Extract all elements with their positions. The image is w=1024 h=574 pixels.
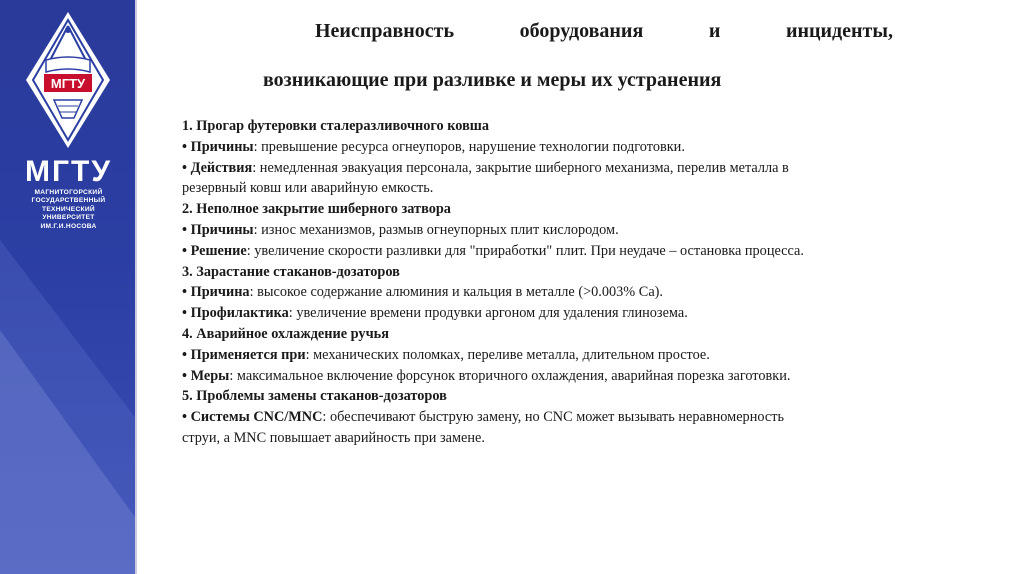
content-line-bold: • Решение — [182, 242, 247, 259]
content-line — [182, 116, 942, 137]
content-line — [182, 386, 942, 407]
title-word: и — [708, 20, 721, 42]
content-line-bold: • Применяется при — [182, 346, 306, 363]
content-line — [182, 428, 942, 449]
logo-subtitle-line: МАГНИТОГОРСКИЙ — [34, 189, 103, 196]
content-line — [182, 178, 942, 199]
content-line-bold: • Действия — [182, 159, 253, 176]
content-line-text: : увеличение времени продувки аргоном для удаления глинозема. — [288, 305, 688, 322]
content-line — [182, 407, 942, 428]
content-line-text: : высокое содержание алюминия и кальция в металле (>0.003% Ca). — [249, 284, 664, 301]
title-word: Неисправность — [315, 20, 455, 42]
emblem-label: МГТУ — [50, 76, 86, 91]
logo-subtitle-line: ИМ.Г.И.НОСОВА — [40, 222, 97, 230]
content-line-bold: • Причина — [182, 284, 250, 301]
content-line — [182, 137, 942, 158]
content-line-bold: 1. Прогар футеровки сталеразливочного ковша — [182, 118, 490, 134]
title-word: инциденты, — [785, 20, 893, 42]
content-line — [182, 345, 942, 366]
slide-content — [182, 116, 942, 449]
content-line — [182, 366, 942, 387]
logo-subtitle-line: ГОСУДАРСТВЕННЫЙ — [31, 197, 106, 205]
content-line — [182, 303, 942, 324]
content-line-bold: • Причины — [182, 138, 254, 155]
content-line-bold: • Профилактика — [182, 305, 289, 322]
content-line-bold: 3. Зарастание стаканов-дозаторов — [182, 263, 400, 280]
content-line-bold: • Меры — [182, 367, 230, 384]
content-line-text: : механических поломках, переливе металла, длительном простое. — [305, 346, 710, 363]
slide-title — [0, 0, 1024, 100]
content-line — [182, 220, 942, 241]
content-line — [182, 241, 942, 262]
content-line-bold: 4. Аварийное охлаждение ручья — [182, 325, 389, 342]
content-line-text: : немедленная эвакуация персонала, закрытие шиберного механизма, перелив металла в — [252, 159, 789, 176]
logo-subtitle — [0, 189, 137, 231]
logo-subtitle-line: ТЕХНИЧЕСКИЙ — [42, 205, 95, 213]
content-line-bold: 5. Проблемы замены стаканов-дозаторов — [182, 388, 447, 405]
content-line-text: : максимальное включение форсунок вторичного охлаждения, аварийная порезка заготовки. — [229, 367, 791, 384]
content-line-text: струи, а MNC повышает аварийность при замене. — [182, 429, 485, 446]
content-line — [182, 282, 942, 303]
content-line-text: : увеличение скорости разливки для "приработки" плит. При неудаче – остановка процесса. — [246, 242, 804, 259]
content-line — [182, 324, 942, 345]
content-line-bold: 2. Неполное закрытие шиберного затвора — [182, 201, 451, 218]
title-word: оборудования — [519, 20, 644, 42]
title-line-2: возникающие при разливке и меры их устранения — [263, 69, 722, 91]
content-line — [182, 199, 942, 220]
logo-name: МГТУ — [25, 155, 112, 188]
content-line-text: резервный ковш или аварийную емкость. — [182, 180, 434, 197]
logo-subtitle-line: УНИВЕРСИТЕТ — [42, 214, 95, 222]
content-line — [182, 158, 942, 179]
content-line — [182, 262, 942, 283]
title-line-1 — [315, 20, 893, 43]
content-line-text: : износ механизмов, размыв огнеупорных плит кислородом. — [253, 221, 619, 238]
content-line-bold: • Системы CNC/MNC — [182, 409, 323, 426]
content-line-text: : превышение ресурса огнеупоров, нарушение технологии подготовки. — [253, 138, 685, 155]
content-line-bold: • Причины — [182, 221, 254, 238]
content-line-text: : обеспечивают быструю замену, но CNC может вызывать неравномерность — [322, 409, 784, 426]
